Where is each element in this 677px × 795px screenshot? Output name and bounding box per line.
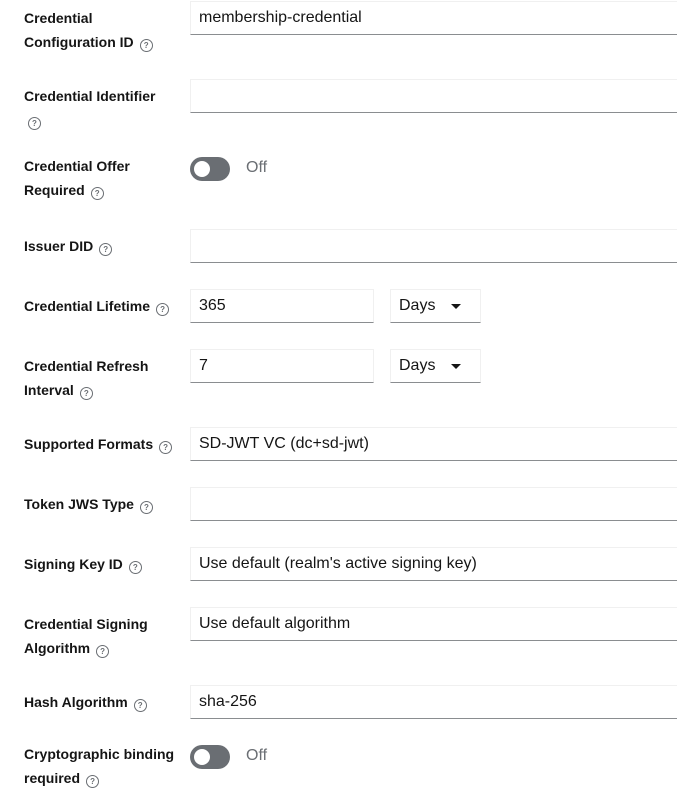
identifier-label: Credential Identifier ? [24,88,156,128]
help-icon[interactable]: ? [86,775,99,788]
config-id-label: Credential Configuration ID ? [24,6,184,54]
refresh-unit-value: Days [399,357,436,374]
help-icon[interactable]: ? [140,39,153,52]
jws-type-label: Token JWS Type ? [24,492,184,516]
help-icon[interactable]: ? [134,699,147,712]
caret-down-icon [451,364,461,369]
signing-alg-select[interactable]: Use default algorithm [190,607,677,641]
binding-required-state: Off [246,747,268,764]
signing-key-select[interactable]: Use default (realm's active signing key) [190,547,677,581]
help-icon[interactable]: ? [140,501,153,514]
binding-required-toggle[interactable] [190,745,230,769]
refresh-label: Credential Refresh Interval ? [24,358,149,398]
hash-alg-input[interactable]: sha-256 [190,685,677,719]
refresh-unit-select[interactable] [390,349,481,383]
binding-required-label: Cryptographic binding required ? [24,746,175,786]
signing-alg-label: Credential Signing Algorithm ? [24,616,148,656]
jws-type-input[interactable] [190,487,677,521]
help-icon[interactable]: ? [99,243,112,256]
toggle-knob [194,161,210,177]
lifetime-unit-value: Days [399,297,436,314]
formats-select[interactable]: SD-JWT VC (dc+sd-jwt) [190,427,677,461]
offer-required-toggle[interactable] [190,157,230,181]
config-id-input[interactable]: membership-credential [190,1,677,35]
hash-alg-label: Hash Algorithm ? [24,690,184,714]
offer-required-label: Credential Offer Required ? [24,158,130,198]
help-icon[interactable]: ? [80,387,93,400]
help-icon[interactable]: ? [91,187,104,200]
issuer-did-input[interactable] [190,229,677,263]
help-icon[interactable]: ? [129,561,142,574]
toggle-knob [194,749,210,765]
help-icon[interactable]: ? [156,303,169,316]
lifetime-unit-select[interactable] [390,289,481,323]
identifier-input[interactable] [190,79,677,113]
issuer-did-label: Issuer DID ? [24,234,184,258]
caret-down-icon [451,304,461,309]
help-icon[interactable]: ? [28,117,41,130]
help-icon[interactable]: ? [159,441,172,454]
formats-label: Supported Formats ? [24,432,184,456]
lifetime-input[interactable]: 365 [190,289,374,323]
refresh-input[interactable]: 7 [190,349,374,383]
lifetime-label: Credential Lifetime ? [24,294,184,318]
help-icon[interactable]: ? [96,645,109,658]
offer-required-state: Off [246,159,268,176]
signing-key-label: Signing Key ID ? [24,552,184,576]
